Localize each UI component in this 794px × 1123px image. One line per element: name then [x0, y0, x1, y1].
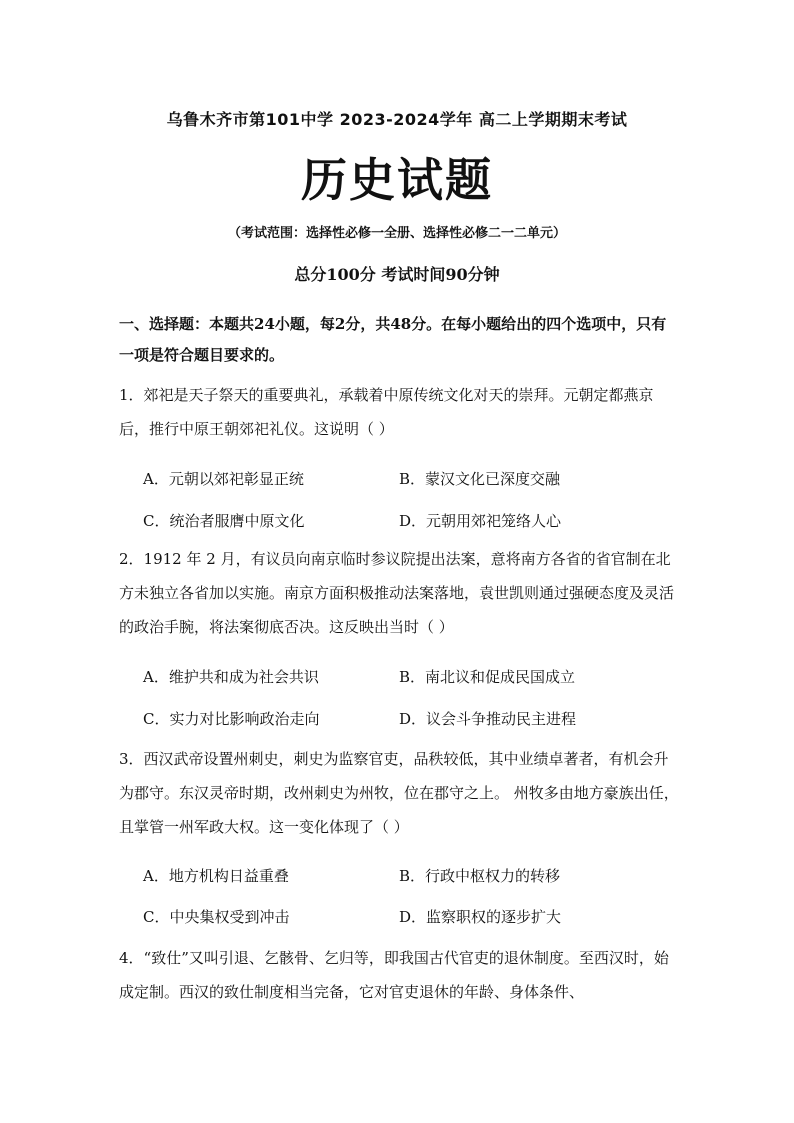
- question-3-option-b: B．行政中枢权力的转移: [399, 867, 561, 885]
- question-2-stem: 2．1912 年 2 月，有议员向南京临时参议院提出法案，意将南方各省的省官制在北方未独立各省加以实施。南京方面积极推动法案落地，袁世凯则通过强硬态度及灵活的政治手腕，将法案彻底否决。这反映出当时（ ）: [119, 550, 675, 636]
- question-1-stem: 1．郊祀是天子祭天的重要典礼，承载着中原传统文化对天的崇拜。元朝定都燕京后，推行中原王朝郊祀礼仪。这说明（ ）: [119, 386, 654, 438]
- question-1-option-c: C．统治者服膺中原文化: [143, 512, 305, 530]
- question-3-option-a: A．地方机构日益重叠: [143, 867, 289, 885]
- question-3-option-d: D．监察职权的逐步扩大: [399, 908, 562, 926]
- question-1-option-d: D．元朝用郊祀笼络人心: [399, 512, 562, 530]
- question-3-stem: 3．西汉武帝设置州刺史，刺史为监察官吏，品秩较低，其中业绩卓著者，有机会升为郡守。东汉灵帝时期，改州刺史为州牧，位在郡守之上。 州牧多由地方豪族出任，且掌管一州军政大权。这一变化体现了（ ）: [119, 750, 679, 836]
- exam-scope: （考试范围：选择性必修一全册、选择性必修二一二单元）: [227, 226, 566, 241]
- section-instructions: 一、选择题：本题共24小题，每2分，共48分。在每小题给出的四个选项中，只有一项是符合题目要求的。: [119, 315, 667, 364]
- score-and-time: 总分100分 考试时间90分钟: [294, 265, 500, 284]
- question-2-option-a: A．维护共和成为社会共识: [143, 668, 319, 686]
- question-2-option-b: B．南北议和促成民国成立: [399, 668, 576, 686]
- exam-header: 乌鲁木齐市第101中学 2023-2024学年 高二上学期期末考试: [166, 110, 628, 129]
- page-title: 历史试题: [301, 153, 493, 207]
- question-2-option-d: D．议会斗争推动民主进程: [399, 710, 577, 728]
- question-3-option-c: C．中央集权受到冲击: [143, 908, 290, 926]
- question-1-option-b: B．蒙汉文化已深度交融: [399, 470, 561, 488]
- question-4-stem: 4．“致仕”又叫引退、乞骸骨、乞归等，即我国古代官吏的退休制度。至西汉时，始成定制。西汉的致仕制度相当完备，它对官吏退休的年龄、身体条件、: [119, 949, 669, 1001]
- question-1-option-a: A．元朝以郊祀彰显正统: [143, 470, 304, 488]
- question-2-option-c: C．实力对比影响政治走向: [143, 710, 320, 728]
